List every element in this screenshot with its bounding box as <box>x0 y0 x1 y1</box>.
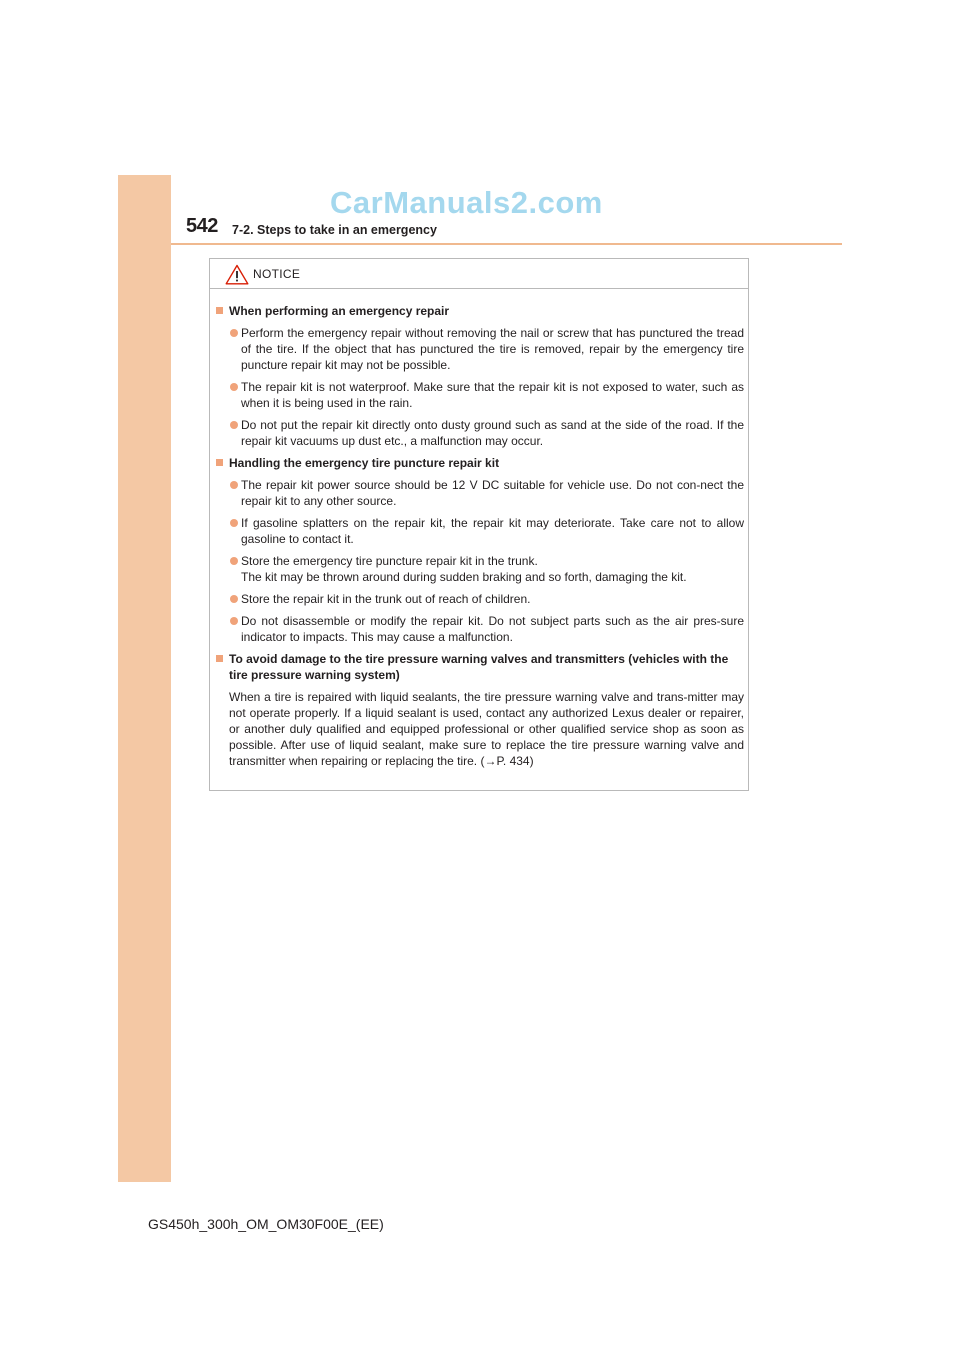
header-rule <box>171 243 842 245</box>
round-bullet-icon <box>230 557 238 565</box>
notice-header <box>210 259 748 289</box>
bullet-text: Store the repair kit in the trunk out of reach of children. <box>241 592 531 606</box>
square-bullet-icon <box>216 459 223 466</box>
bullet-item <box>216 379 744 411</box>
section-heading <box>216 455 744 471</box>
bullet-text: The repair kit is not waterproof. Make sure that the repair kit is not exposed to water, such as when it is being used in the rain. <box>241 380 744 410</box>
section-paragraph: When a tire is repaired with liquid sealants, the tire pressure warning valve and trans-mitter may not operate properly. If a liquid sealant is used, contact any authorized Lexus dealer or repairer, or another duly qualified and equipped professional or other qualified service shop as soon as possible. After use of liquid sealant, make sure to replace the tire pressure warning valve and transmitter when repairing or replacing the tire. (→P. 434) <box>229 690 744 768</box>
bullet-item <box>216 591 744 607</box>
bullet-text: Do not put the repair kit directly onto dusty ground such as sand at the side of the road. If the repair kit vacuums up dust etc., a malfunction may occur. <box>241 418 744 448</box>
section-heading-text: Handling the emergency tire puncture repair kit <box>229 456 500 470</box>
bullet-text: Do not disassemble or modify the repair kit. Do not subject parts such as the air pres-sure indicator to impacts. This may cause a malfunction. <box>241 614 744 644</box>
section-title: 7-2. Steps to take in an emergency <box>232 223 437 237</box>
bullet-item <box>216 325 744 373</box>
section-heading <box>216 303 744 319</box>
bullet-item <box>216 553 744 585</box>
page-number: 542 <box>186 215 218 237</box>
square-bullet-icon <box>216 655 223 662</box>
watermark: CarManuals2.com <box>330 185 603 220</box>
bullet-text: If gasoline splatters on the repair kit, the repair kit may deteriorate. Take care not to allow gasoline to contact it. <box>241 516 744 546</box>
round-bullet-icon <box>230 595 238 603</box>
bullet-item <box>216 477 744 509</box>
bullet-text: Store the emergency tire puncture repair kit in the trunk. <box>241 554 538 568</box>
section-heading-text: To avoid damage to the tire pressure warning valves and transmitters (vehicles with the tire pressure warning system) <box>229 652 729 682</box>
bullet-text: The kit may be thrown around during sudden braking and so forth, damaging the kit. <box>241 570 687 584</box>
round-bullet-icon <box>230 481 238 489</box>
round-bullet-icon <box>230 519 238 527</box>
section-heading <box>216 651 744 683</box>
bullet-text: The repair kit power source should be 12 V DC suitable for vehicle use. Do not con-nect the repair kit to any other source. <box>241 478 744 508</box>
chapter-sidebar-tab <box>118 175 171 1182</box>
document-code: GS450h_300h_OM_OM30F00E_(EE) <box>148 1216 384 1232</box>
notice-content <box>216 303 744 769</box>
square-bullet-icon <box>216 307 223 314</box>
notice-title: NOTICE <box>253 267 301 281</box>
section-heading-text: When performing an emergency repair <box>229 304 450 318</box>
bullet-item <box>216 417 744 449</box>
bullet-item <box>216 515 744 547</box>
round-bullet-icon <box>230 617 238 625</box>
bullet-text: Perform the emergency repair without removing the nail or screw that has punctured the tread of the tire. If the object that has punctured the tire is removed, repair by the emergency tire puncture repair kit may not be possible. <box>241 326 744 372</box>
round-bullet-icon <box>230 421 238 429</box>
bullet-item <box>216 613 744 645</box>
warning-triangle-icon <box>225 264 249 285</box>
round-bullet-icon <box>230 383 238 391</box>
round-bullet-icon <box>230 329 238 337</box>
notice-box <box>209 258 749 791</box>
